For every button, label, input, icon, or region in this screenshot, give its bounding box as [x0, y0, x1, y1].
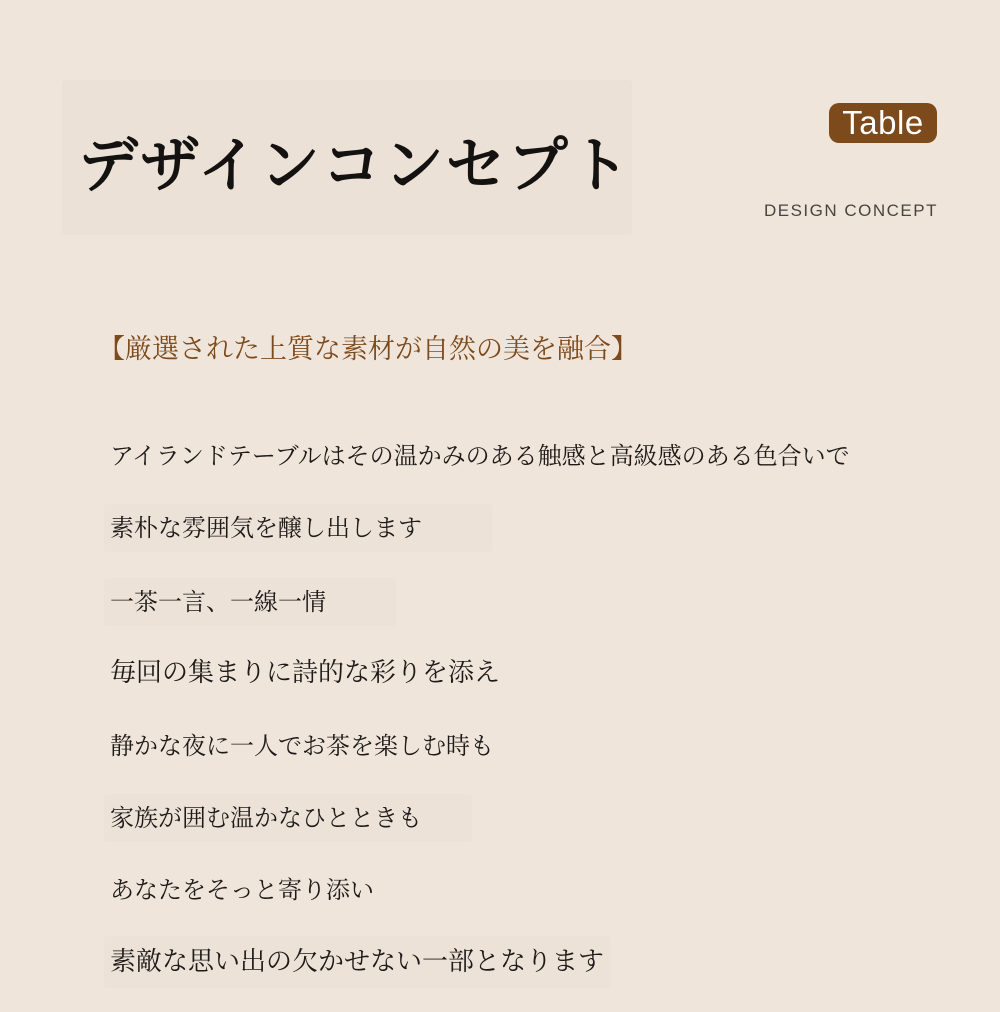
concept-line: 素敵な思い出の欠かせない一部となります: [104, 936, 610, 988]
concept-line: アイランドテーブルはその温かみのある触感と高級感のある色合いで: [110, 442, 850, 470]
concept-line: 毎回の集まりに詩的な彩りを添え: [110, 658, 501, 688]
page-title: デザインコンセプト: [78, 131, 632, 201]
concept-line: 素朴な雰囲気を醸し出します: [104, 504, 492, 552]
concept-line: 静かな夜に一人でお茶を楽しむ時も: [110, 732, 494, 760]
concept-line: 家族が囲む温かなひとときも: [104, 794, 472, 842]
concept-line: 一茶一言、一線一情: [104, 578, 396, 626]
category-badge: Table: [829, 103, 937, 143]
concept-headline: 【厳選された上質な素材が自然の美を融合】: [98, 334, 638, 365]
english-subtitle: DESIGN CONCEPT: [763, 201, 938, 220]
concept-line: あなたをそっと寄り添い: [110, 876, 374, 904]
